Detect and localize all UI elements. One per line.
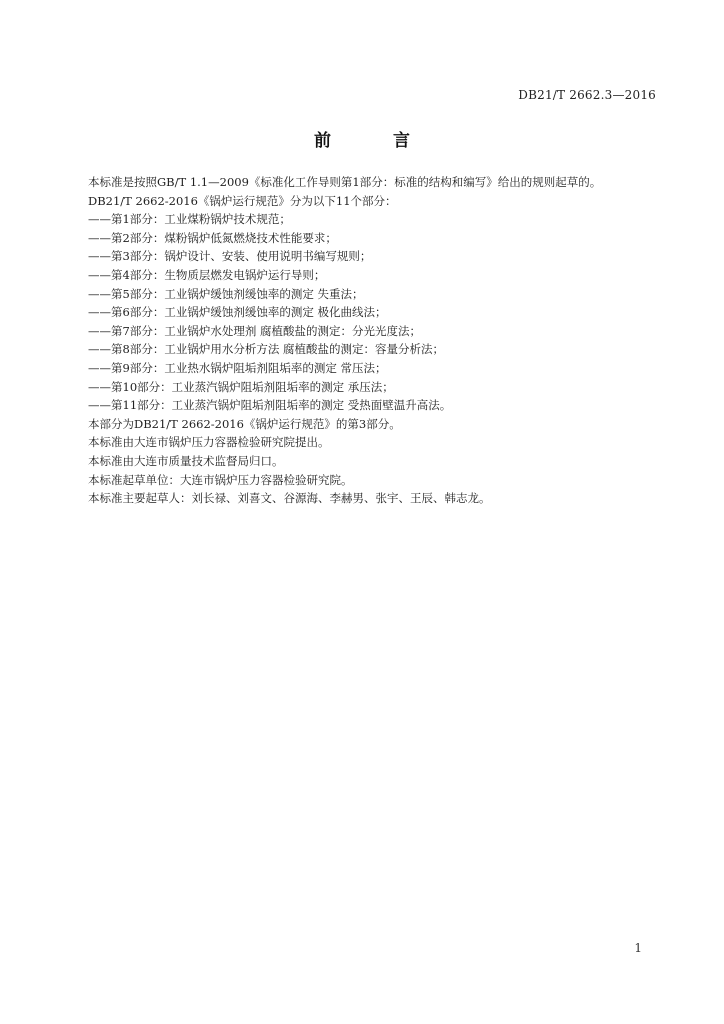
list-item-part-10: ——第10部分：工业蒸汽锅炉阻垢剂阻垢率的测定 承压法；	[88, 379, 394, 394]
list-item-part-7: ——第7部分：工业锅炉水处理剂 腐植酸盐的测定：分光光度法；	[88, 323, 421, 338]
list-item-part-3: ——第3部分：锅炉设计、安装、使用说明书编写规则；	[88, 249, 372, 264]
page-number: 1	[634, 941, 642, 955]
foreword-line: 本部分为DB21/T 2662-2016《锅炉运行规范》的第3部分。	[88, 416, 401, 431]
foreword-line: 本标准主要起草人：刘长禄、刘喜文、谷源海、李赫男、张宇、王辰、韩志龙。	[88, 491, 491, 506]
foreword-line: 本标准起草单位：大连市锅炉压力容器检验研究院。	[88, 472, 353, 487]
list-item-part-1: ——第1部分：工业煤粉锅炉技术规范；	[88, 212, 291, 227]
document-code: DB21/T 2662.3—2016	[518, 88, 656, 102]
list-item-part-5: ——第5部分：工业锅炉缓蚀剂缓蚀率的测定 失重法；	[88, 286, 364, 301]
foreword-body	[88, 173, 668, 508]
list-item-part-4: ——第4部分：生物质层燃发电锅炉运行导则；	[88, 267, 326, 282]
list-item-part-2: ——第2部分：煤粉锅炉低氮燃烧技术性能要求；	[88, 230, 337, 245]
list-item-part-6: ——第6部分：工业锅炉缓蚀剂缓蚀率的测定 极化曲线法；	[88, 305, 387, 320]
foreword-line: DB21/T 2662-2016《锅炉运行规范》分为以下11个部分：	[88, 193, 397, 208]
foreword-line: 本标准由大连市锅炉压力容器检验研究院提出。	[88, 435, 330, 450]
list-item-part-8: ——第8部分：工业锅炉用水分析方法 腐植酸盐的测定：容量分析法；	[88, 342, 444, 357]
page-title: 前 言	[314, 131, 438, 151]
list-item-part-9: ——第9部分：工业热水锅炉阻垢剂阻垢率的测定 常压法；	[88, 360, 387, 375]
foreword-line: 本标准是按照GB/T 1.1—2009《标准化工作导则第1部分：标准的结构和编写》给出的规则起草的。	[88, 175, 602, 189]
foreword-line: 本标准由大连市质量技术监督局归口。	[88, 453, 284, 468]
list-item-part-11: ——第11部分：工业蒸汽锅炉阻垢剂阻垢率的测定 受热面壁温升高法。	[88, 398, 452, 413]
